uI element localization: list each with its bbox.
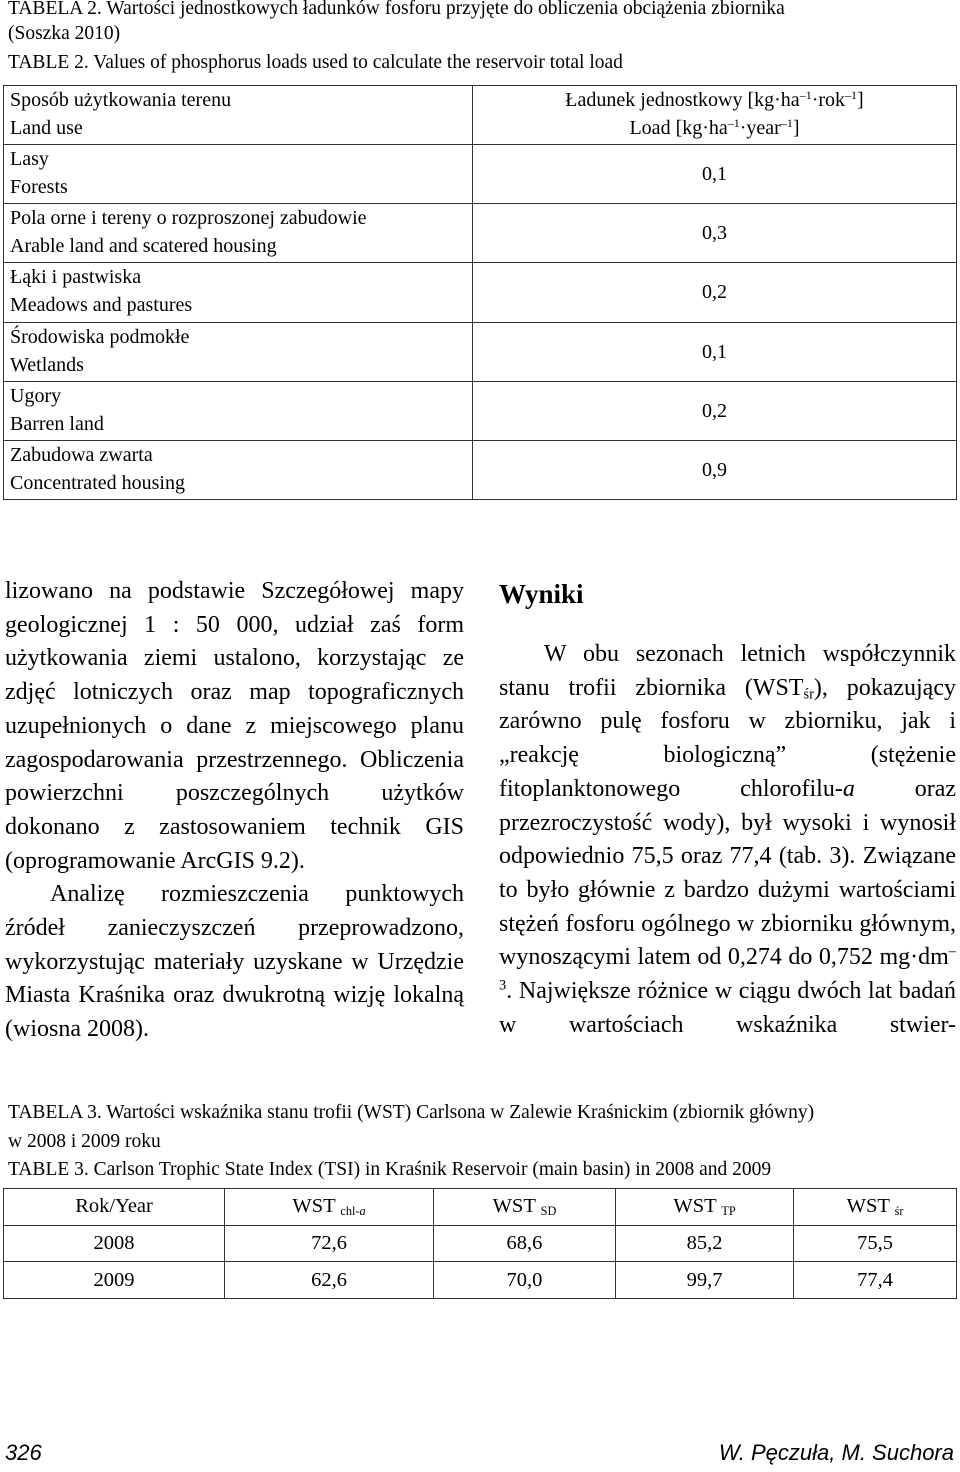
section-heading: Wyniki — [499, 579, 584, 609]
header-landuse-en: Land use — [10, 117, 83, 139]
table-row — [4, 1225, 957, 1262]
landuse-cell: Ugory Barren land — [4, 381, 473, 440]
load-value: 0,3 — [473, 204, 957, 263]
table2-caption-pl-cont: (Soszka 2010) — [8, 23, 121, 44]
page-number: 326 — [5, 1440, 42, 1465]
header-load-en: Load $[kg\cdot ha^{-1}\cdot year^{-1}]$ — [629, 115, 800, 139]
table-row — [4, 381, 957, 440]
value-cell: 68,6 — [433, 1225, 615, 1262]
table2-caption-en: TABLE 2. Values of phosphorus loads used to calculate the reservoir total load — [8, 52, 623, 73]
table-row — [4, 440, 957, 499]
value-cell: 85,2 — [615, 1225, 793, 1262]
header-wst-sr: WST $_{śr}$ — [794, 1189, 957, 1226]
body-column-right — [499, 575, 956, 1042]
load-value: 0,2 — [473, 263, 957, 322]
landuse-cell: Lasy Forests — [4, 145, 473, 204]
landuse-cell: Zabudowa zwarta Concentrated housing — [4, 440, 473, 499]
header-year: Rok/Year — [4, 1189, 225, 1226]
landuse-cell: Środowiska podmokłe Wetlands — [4, 322, 473, 381]
header-wst-chl: WST $_{chl-a}$ — [225, 1189, 434, 1226]
landuse-cell: Łąki i pastwiska Meadows and pastures — [4, 263, 473, 322]
table2 — [3, 85, 957, 500]
header-load-pl: Ładunek jednostkowy $[kg\cdot ha^{-1}\cdot rok^{-1}]$ — [565, 87, 864, 111]
landuse-cell: Pola orne i tereny o rozproszonej zabudowie Arable land and scatered housing — [4, 204, 473, 263]
table-row — [4, 1262, 957, 1299]
table2-caption-pl: TABELA 2. Wartości jednostkowych ładunków fosforu przyjęte do obliczenia obciążenia zbiornika — [8, 0, 785, 19]
table2-header-load — [473, 86, 957, 145]
value-cell: 77,4 — [794, 1262, 957, 1299]
load-value: 0,1 — [473, 145, 957, 204]
table3-caption-pl-cont: w 2008 i 2009 roku — [8, 1131, 161, 1152]
value-cell: 75,5 — [794, 1225, 957, 1262]
value-cell: 70,0 — [433, 1262, 615, 1299]
header-landuse-pl: Sposób użytkowania terenu — [10, 89, 232, 111]
header-wst-sd: WST $_{SD}$ — [433, 1189, 615, 1226]
load-value: 0,1 — [473, 322, 957, 381]
body-column-left — [5, 575, 464, 1047]
paragraph: W obu sezonach letnich współczynnik stanu trofii zbiornika $(WST_{śr})$, pokazujący zarówno pulę fosforu w zbiorniku, jak i „reakcję biologiczną” (stężenie fitoplanktonowego chlorofilu-a oraz przezroczystość wody), był wysoki i wynosił odpowiednio 75,5 oraz 77,4 (tab. 3). Związane to było głównie z bardzo dużymi wartościami stężeń fosforu ogólnego w zbiorniku głównym, wynoszącymi latem od 0,274 do 0,752 $mg\cdot dm^{-3}$. Największe różnice w ciągu dwóch lat badań w wartościach wskaźnika stwier- — [499, 641, 957, 1038]
running-authors: W. Pęczuła, M. Suchora — [718, 1440, 954, 1465]
table-row — [4, 145, 957, 204]
table3 — [3, 1188, 957, 1299]
table-row — [4, 204, 957, 263]
table-row — [4, 263, 957, 322]
table-row — [4, 322, 957, 381]
table3-caption-pl: TABELA 3. Wartości wskaźnika stanu trofii (WST) Carlsona w Zalewie Kraśnickim (zbiornik główny) — [8, 1102, 815, 1123]
year-cell: 2009 — [4, 1262, 225, 1299]
value-cell: 62,6 — [225, 1262, 434, 1299]
table3-caption-en: TABLE 3. Carlson Trophic State Index (TSI) in Kraśnik Reservoir (main basin) in 2008 and 2009 — [8, 1159, 772, 1180]
value-cell: 99,7 — [615, 1262, 793, 1299]
value-cell: 72,6 — [225, 1225, 434, 1262]
table2-header-row — [4, 86, 957, 145]
paragraph: Analizę rozmieszczenia punktowych źródeł zanieczyszczeń przeprowadzono, wykorzystując materiały uzyskane w Urzędzie Miasta Kraśnika oraz dwukrotną wizję lokalną (wiosna 2008). — [5, 881, 464, 1043]
load-value: 0,2 — [473, 381, 957, 440]
header-wst-tp: WST $_{TP}$ — [615, 1189, 793, 1226]
load-value: 0,9 — [473, 440, 957, 499]
paragraph: lizowano na podstawie Szczegółowej mapy geologicznej 1 : 50 000, udział zaś form użytkowania ziemi ustalono, korzystając ze zdjęć lotniczych oraz map topograficznych uzupełnionych o dane z miejscowego planu zagospodarowania przestrzennego. Obliczenia powierzchni poszczególnych użytków dokonano z zastosowaniem technik GIS (oprogramowanie ArcGIS 9.2). — [5, 578, 464, 874]
year-cell: 2008 — [4, 1225, 225, 1262]
table3-header-row — [4, 1189, 957, 1226]
table2-header-landuse — [4, 86, 473, 145]
